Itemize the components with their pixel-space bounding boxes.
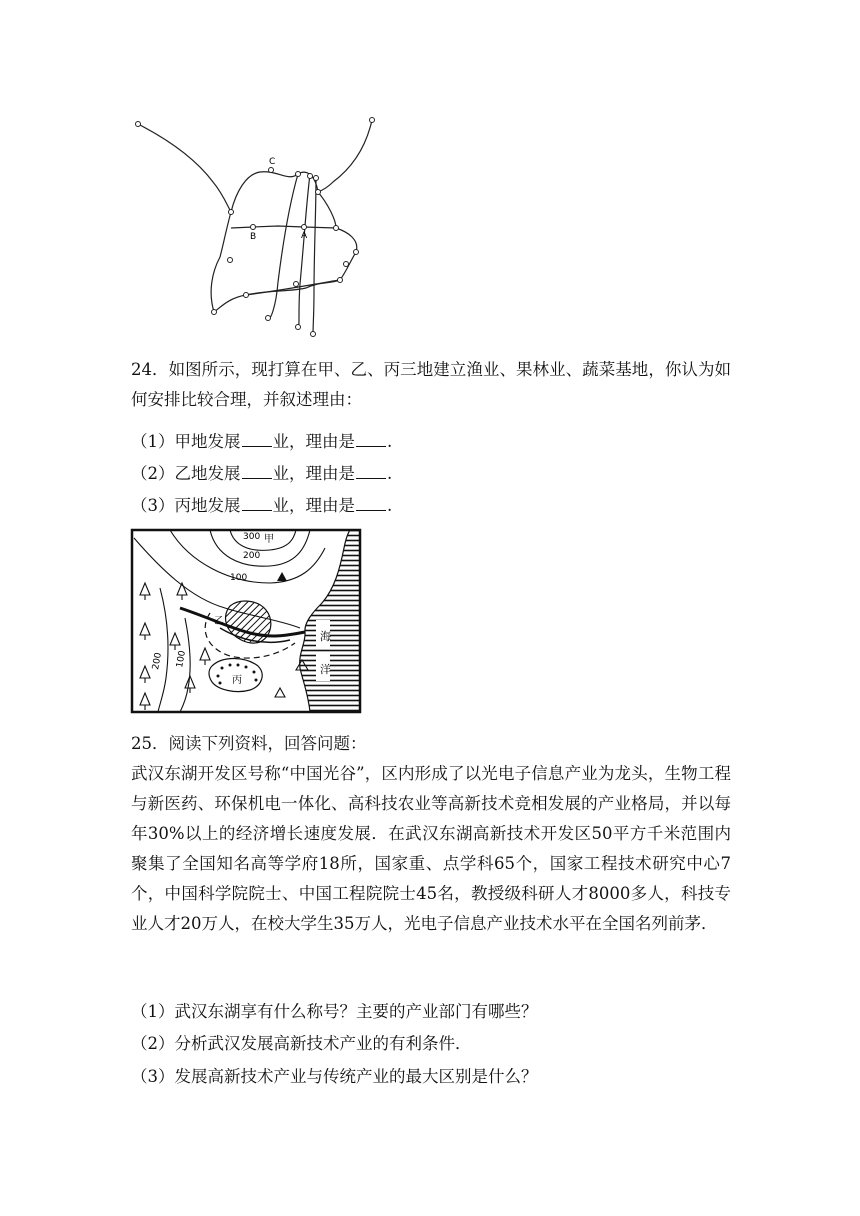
q25-material: 武汉东湖开发区号称“中国光谷”，区内形成了以光电子信息产业为龙头，生物工程与新医药、环保机电一体化、高科技农业等高新技术竞相发展的产业格局，并以每年30%以上的经济增长速度发展．在武汉东湖高新技术开发区50平方千米范围内聚集了全国知名高等学府18所，国家重、点学科65个，国家工程技术研究中心7个，中国科学院院士、中国工程院院士45名，教授级科研人才8000多人，科技专业人才20万人，在校大学生35万人，光电子信息产业技术水平在全国名列前茅． [131, 764, 731, 933]
answer-blank[interactable] [242, 462, 272, 479]
q24-item-2: （2）乙地发展 业，理由是 . [131, 464, 393, 483]
road-vertical-3 [313, 178, 316, 334]
road-vertical-1 [268, 174, 298, 319]
answer-blank[interactable] [356, 430, 386, 447]
road-left-arm [138, 124, 231, 212]
q25-question-1: （1）武汉东湖享有什么称号？主要的产业部门有哪些？ [131, 1002, 538, 1021]
road-right-arm [318, 120, 372, 192]
answer-blank[interactable] [356, 462, 386, 479]
answer-blank[interactable] [356, 494, 386, 511]
label-a: A [301, 231, 308, 241]
road-bottom [246, 280, 340, 295]
answer-blank[interactable] [242, 430, 272, 447]
answer-blank[interactable] [242, 494, 272, 511]
place-label-yang: 洋 [320, 663, 331, 676]
place-label-jia: 甲 [264, 534, 274, 545]
label-b: B [250, 232, 257, 242]
q24-item-3: （3）丙地发展 业，理由是 . [131, 496, 393, 515]
contour-label-300: 300 [243, 532, 261, 542]
contour-label-200-left: 200 [151, 651, 164, 671]
q24-item-1: （1）甲地发展 业，理由是 . [131, 432, 393, 451]
road-vertical-2 [298, 174, 310, 327]
contour-label-100-left: 100 [175, 649, 188, 669]
contour-map-figure [130, 528, 362, 714]
place-label-hai: 海 [320, 630, 331, 643]
place-label-yi: 乙 [214, 616, 224, 627]
q25-question-2: （2）分析武汉发展高新技术产业的有利条件． [131, 1034, 472, 1053]
place-label-bing: 丙 [232, 675, 242, 686]
city-road-map-figure [128, 112, 384, 348]
label-c: C [269, 157, 276, 167]
contour-label-200: 200 [243, 551, 261, 561]
contour-label-100: 100 [230, 573, 248, 583]
q25-stem: 25．阅读下列资料，回答问题： [131, 734, 367, 753]
road-horizontal [231, 226, 336, 228]
q24-stem: 24．如图所示，现打算在甲、乙、丙三地建立渔业、果林业、蔬菜基地，你认为如何安排比较合理，并叙述理由： [131, 360, 731, 409]
q25-question-3: （3）发展高新技术产业与传统产业的最大区别是什么？ [131, 1067, 538, 1086]
